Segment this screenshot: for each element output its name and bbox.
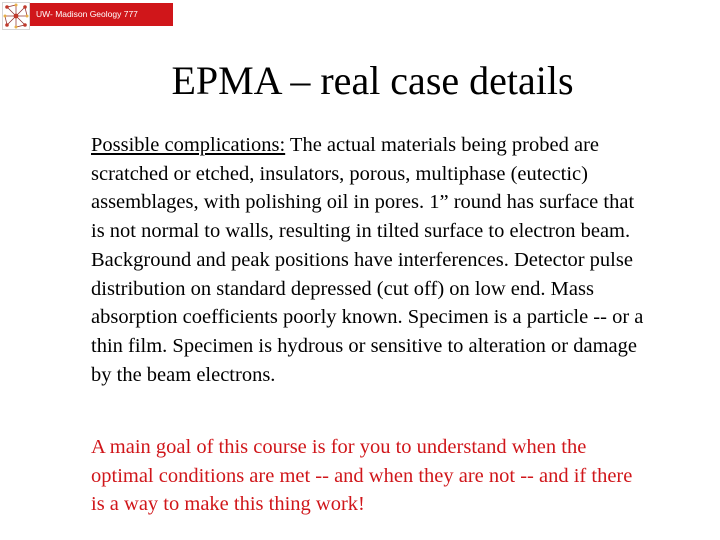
course-label-banner <box>30 3 173 26</box>
complications-body: The actual materials being probed are scratched or etched, insulators, porous, multiphase (eutectic) assemblages, with polishing oil in pores. 1” round has surface that is not normal to walls, resulting in tilted surface to electron beam. Background and peak positions have interferences. Detector pulse distribution on standard depressed (cut off) on low end. Mass absorption coefficients poorly known. Specimen is a particle -- or a thin film. Specimen is hydrous or sensitive to alteration or damage by the beam electrons. <box>91 134 644 386</box>
complications-paragraph <box>91 131 651 389</box>
complications-lead: Possible complications: <box>91 134 286 156</box>
crystal-structure-logo-icon <box>2 2 30 30</box>
course-label: UW- Madison Geology 777 <box>36 9 138 19</box>
slide-title: EPMA – real case details <box>171 58 574 103</box>
course-goal-paragraph: A main goal of this course is for you to understand when the optimal conditions are met -- and when they are not -- and if there is a way to make this thing work! <box>91 436 633 516</box>
